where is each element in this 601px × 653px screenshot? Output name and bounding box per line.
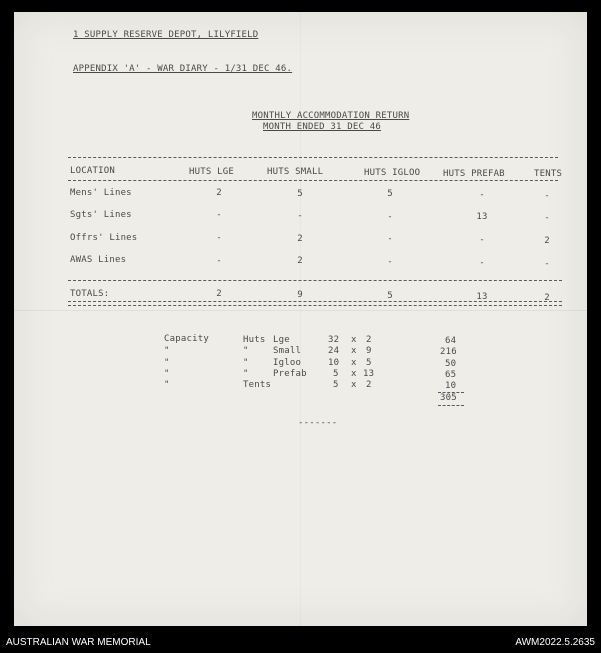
header-rule xyxy=(68,180,558,181)
capacity-mult: 9 xyxy=(366,346,372,356)
totals-top-rule xyxy=(68,280,562,281)
return-title: MONTHLY ACCOMMODATION RETURN xyxy=(252,111,410,121)
table-top-rule xyxy=(68,157,558,158)
capacity-mult: 5 xyxy=(366,358,372,368)
capacity-result: 216 xyxy=(440,347,457,357)
row-location: Mens' Lines xyxy=(70,188,132,198)
capacity-times: x xyxy=(351,335,357,345)
cell-small: 2 xyxy=(297,234,303,244)
cell-igloo: - xyxy=(387,257,393,267)
footer-accession: AWM2022.5.2635 xyxy=(515,637,595,648)
cell-igloo: - xyxy=(387,234,393,244)
row-location: Sgts' Lines xyxy=(70,210,132,220)
cell-igloo: 5 xyxy=(387,189,393,199)
cell-tents: 2 xyxy=(544,236,550,246)
cell-lge: - xyxy=(216,233,222,243)
cell-prefab: - xyxy=(479,190,485,200)
col-huts-igloo: HUTS IGLOO xyxy=(364,168,421,178)
appendix-heading: APPENDIX 'A' - WAR DIARY - 1/31 DEC 46. xyxy=(73,64,293,74)
ditto-mark: " xyxy=(164,346,170,356)
row-location: Offrs' Lines xyxy=(70,233,138,243)
capacity-mult: 2 xyxy=(366,380,372,390)
ditto-mark: " xyxy=(164,369,170,379)
cell-lge: - xyxy=(216,210,222,220)
document-page xyxy=(14,12,587,626)
totals-double-rule xyxy=(68,301,562,306)
capacity-times: x xyxy=(351,358,357,368)
capacity-result: 50 xyxy=(445,359,457,369)
cell-prefab: - xyxy=(479,235,485,245)
col-huts-lge: HUTS LGE xyxy=(189,167,234,177)
capacity-result: 65 xyxy=(445,370,457,380)
capacity-type: " xyxy=(243,369,249,379)
return-subtitle: MONTH ENDED 31 DEC 46 xyxy=(263,122,381,132)
capacity-total: 305 xyxy=(440,393,457,403)
capacity-mult: 2 xyxy=(366,335,372,345)
capacity-subtype: Prefab xyxy=(273,369,307,379)
capacity-type: Huts xyxy=(243,335,266,345)
cell-small: - xyxy=(297,211,303,221)
capacity-result: 64 xyxy=(445,336,457,346)
footer-credit: AUSTRALIAN WAR MEMORIAL xyxy=(6,637,151,648)
capacity-subtype: Small xyxy=(273,346,302,356)
cell-small: 2 xyxy=(297,256,303,266)
capacity-subtype: Igloo xyxy=(273,358,302,368)
col-tents: TENTS xyxy=(534,169,563,179)
totals-label: TOTALS: xyxy=(70,289,110,299)
capacity-type: " xyxy=(243,346,249,356)
cell-lge: - xyxy=(216,256,222,266)
total-igloo: 5 xyxy=(387,291,393,301)
capacity-subtype: Lge xyxy=(273,335,290,345)
total-small: 9 xyxy=(297,290,303,300)
cell-prefab: 13 xyxy=(476,212,488,222)
col-location: LOCATION xyxy=(70,166,115,176)
capacity-total-rule xyxy=(438,405,464,406)
end-mark: ------- xyxy=(298,418,338,428)
capacity-times: x xyxy=(351,346,357,356)
cell-tents: - xyxy=(544,213,550,223)
ditto-mark: " xyxy=(164,358,170,368)
capacity-count: 5 xyxy=(333,380,339,390)
capacity-times: x xyxy=(351,380,357,390)
capacity-count: 32 xyxy=(328,335,340,345)
ditto-mark: " xyxy=(164,380,170,390)
col-huts-small: HUTS SMALL xyxy=(267,167,324,177)
total-lge: 2 xyxy=(216,289,222,299)
paper-fold xyxy=(300,12,301,626)
cell-tents: - xyxy=(544,259,550,269)
cell-tents: - xyxy=(544,191,550,201)
col-huts-prefab: HUTS PREFAB xyxy=(443,169,505,179)
capacity-count: 5 xyxy=(333,369,339,379)
capacity-type: Tents xyxy=(243,380,272,390)
cell-small: 5 xyxy=(297,189,303,199)
capacity-times: x xyxy=(351,369,357,379)
capacity-count: 10 xyxy=(328,358,340,368)
cell-lge: 2 xyxy=(216,188,222,198)
capacity-count: 24 xyxy=(328,346,340,356)
total-prefab: 13 xyxy=(476,292,488,302)
capacity-mult: 13 xyxy=(363,369,375,379)
cell-igloo: - xyxy=(387,212,393,222)
cell-prefab: - xyxy=(479,258,485,268)
capacity-result: 10 xyxy=(445,381,457,391)
capacity-type: " xyxy=(243,358,249,368)
row-location: AWAS Lines xyxy=(70,255,127,265)
capacity-label: Capacity xyxy=(164,334,209,344)
total-tents: 2 xyxy=(544,293,550,303)
unit-heading: 1 SUPPLY RESERVE DEPOT, LILYFIELD xyxy=(73,30,259,40)
